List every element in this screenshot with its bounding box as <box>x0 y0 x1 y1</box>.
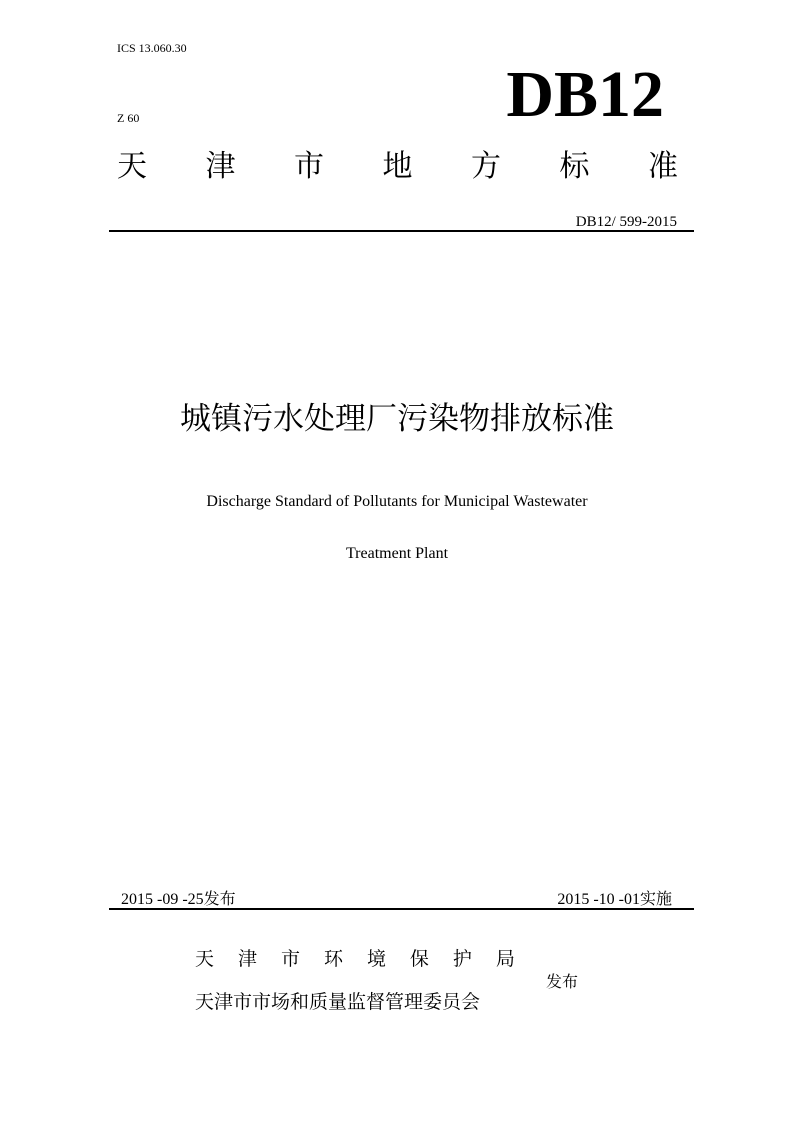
issue-date: 2015 -09 -25 <box>121 891 204 908</box>
issue-word: 发布 <box>546 972 579 991</box>
issuer-market-quality-committee: 天津市市场和质量监督管理委员会 <box>195 991 481 1013</box>
issue-label: 发布 <box>203 889 236 908</box>
issuer-char: 局 <box>495 948 515 970</box>
standard-type-char: 地 <box>382 149 413 184</box>
standard-number: DB12/ 599-2015 <box>575 214 677 230</box>
title-chinese: 城镇污水处理厂污染物排放标准 <box>180 401 614 437</box>
standard-type-char: 津 <box>205 149 236 184</box>
issuer-char: 津 <box>237 948 257 970</box>
issuer-char: 环 <box>323 948 343 970</box>
standard-type-char: 市 <box>294 149 324 184</box>
issuer-char: 天 <box>195 948 215 970</box>
implement-label: 实施 <box>639 889 672 908</box>
title-english-line2: Treatment Plant <box>345 545 449 562</box>
standard-type <box>117 145 678 189</box>
standard-type-char: 准 <box>648 149 678 184</box>
standard-code: DB12 <box>506 58 664 131</box>
issuer-char: 护 <box>452 948 472 970</box>
title-english-line1: Discharge Standard of Pollutants for Municipal Wastewater <box>206 493 588 510</box>
standard-type-char: 方 <box>471 149 501 184</box>
issuer-char: 市 <box>280 948 300 970</box>
issuer-char: 保 <box>409 948 429 970</box>
top-divider <box>109 230 694 232</box>
standard-type-char: 标 <box>559 149 590 184</box>
standard-type-char: 天 <box>117 149 147 184</box>
issuer-environment-bureau <box>195 945 515 973</box>
issuer-char: 境 <box>366 948 386 970</box>
ccs-code: Z 60 <box>117 111 140 125</box>
implement-date: 2015 -10 -01 <box>557 891 640 908</box>
ics-code: ICS 13.060.30 <box>117 41 187 55</box>
bottom-divider <box>109 908 694 910</box>
